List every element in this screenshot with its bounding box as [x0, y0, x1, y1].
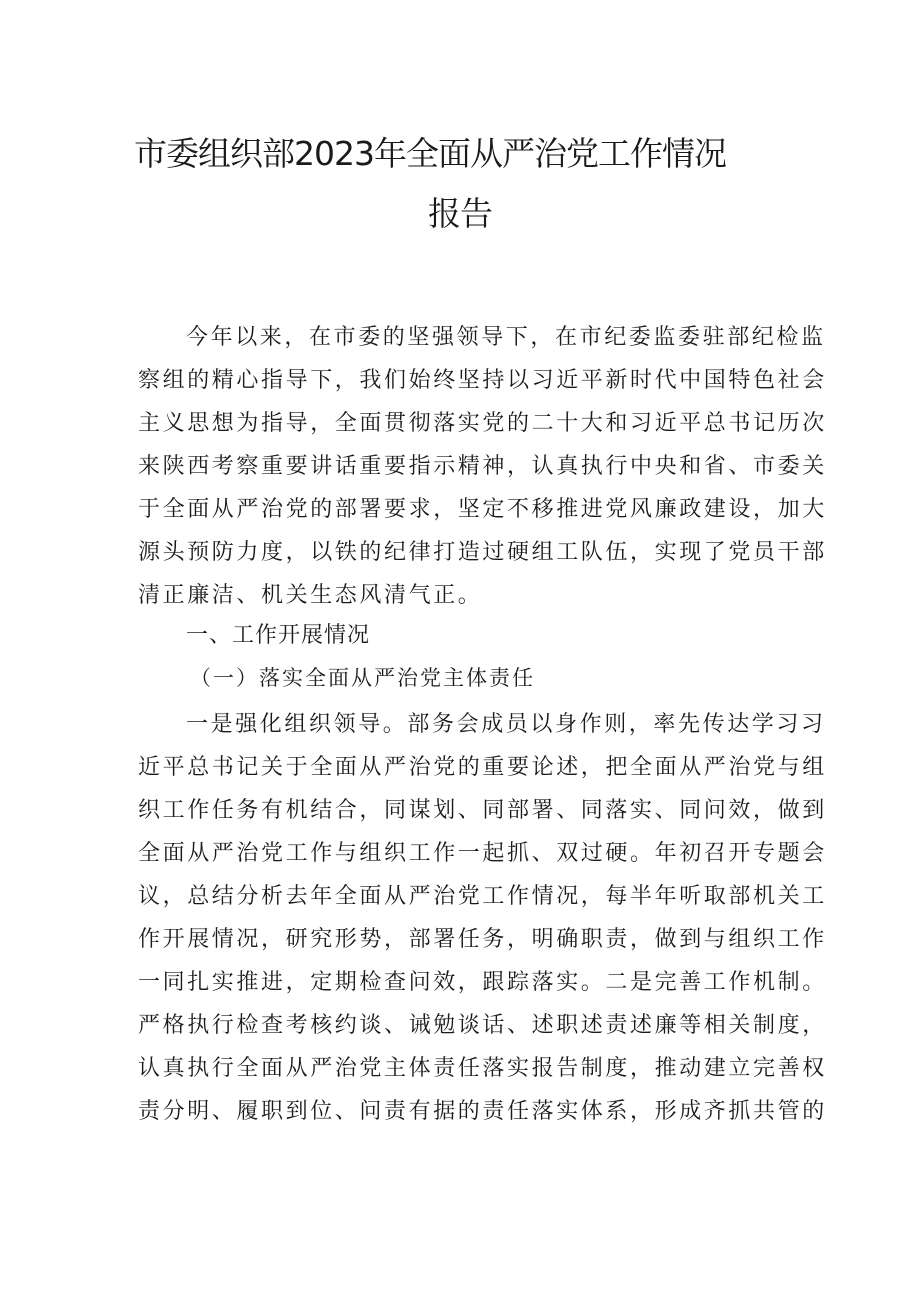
section-heading: 一、工作开展情况: [186, 623, 371, 648]
intro-line: 清正廉洁、机关生态风清气正。: [138, 583, 483, 608]
intro-paragraph: [138, 316, 827, 617]
work-line: 一同扎实推进，定期检查问效，跟踪落实。二是完善工作机制。: [138, 970, 827, 995]
work-line: 织工作任务有机结合，同谋划、同部署、同落实、同问效，做到: [138, 798, 827, 823]
work-line: 近平总书记关于全面从严治党的重要论述，把全面从严治党与组: [138, 755, 827, 780]
subsection-heading: （一）落实全面从严治党主体责任: [190, 666, 535, 690]
intro-line: 今年以来，在市委的坚强领导下，在市纪委监委驻部纪检监: [186, 325, 826, 350]
work-line: 全面从严治党工作与组织工作一起抓、双过硬。年初召开专题会: [138, 841, 827, 866]
intro-line: 主义思想为指导，全面贯彻落实党的二十大和习近平总书记历次: [138, 411, 827, 436]
document-title-line-1: 市委组织部2023年全面从严治党工作情况: [134, 134, 726, 173]
intro-line: 源头预防力度，以铁的纪律打造过硬组工队伍，实现了党员干部: [138, 540, 827, 565]
work-line: 一是强化组织领导。部务会成员以身作则，率先传达学习习: [186, 712, 826, 737]
work-paragraph: [138, 703, 827, 1133]
intro-line: 来陕西考察重要讲话重要指示精神，认真执行中央和省、市委关: [138, 454, 827, 479]
work-line: 严格执行检查考核约谈、诫勉谈话、述职述责述廉等相关制度，: [138, 1013, 827, 1038]
work-line: 责分明、履职到位、问责有据的责任落实体系，形成齐抓共管的: [138, 1099, 827, 1124]
work-line: 作开展情况，研究形势，部署任务，明确职责，做到与组织工作: [138, 927, 827, 952]
intro-line: 于全面从严治党的部署要求，坚定不移推进党风廉政建设，加大: [138, 497, 827, 522]
intro-line: 察组的精心指导下，我们始终坚持以习近平新时代中国特色社会: [138, 368, 827, 393]
document-title-line-2: 报告: [428, 194, 492, 233]
work-line: 认真执行全面从严治党主体责任落实报告制度，推动建立完善权: [138, 1056, 827, 1081]
work-line: 议，总结分析去年全面从严治党工作情况，每半年听取部机关工: [138, 884, 827, 909]
